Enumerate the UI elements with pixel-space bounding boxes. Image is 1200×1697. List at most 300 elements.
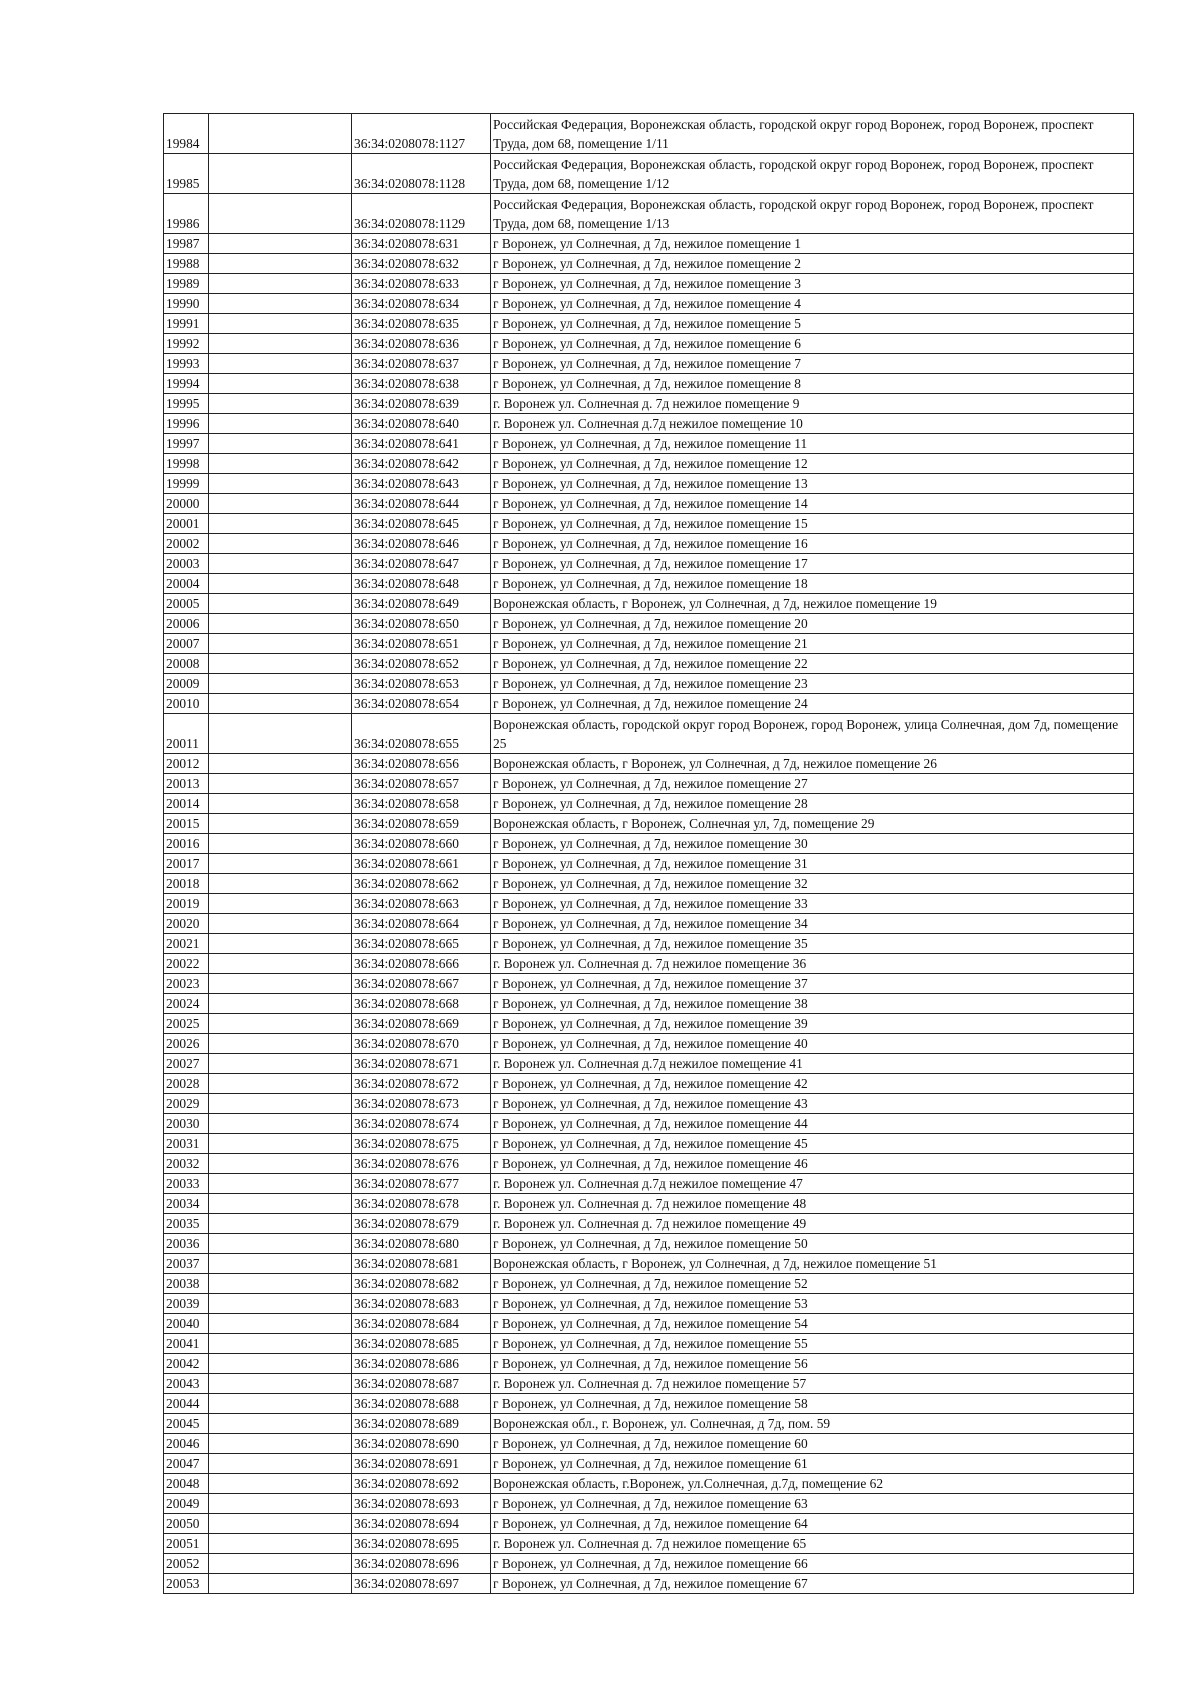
table-row xyxy=(164,474,1134,494)
cadastral-number-cell: 36:34:0208078:685 xyxy=(352,1334,491,1354)
table-row xyxy=(164,254,1134,274)
cadastral-number-cell: 36:34:0208078:695 xyxy=(352,1534,491,1554)
empty-cell xyxy=(209,194,352,234)
table-row xyxy=(164,1054,1134,1074)
cadastral-number-cell: 36:34:0208078:664 xyxy=(352,914,491,934)
row-number-cell: 20006 xyxy=(164,614,209,634)
row-number-cell: 20029 xyxy=(164,1094,209,1114)
address-cell: г Воронеж, ул Солнечная, д 7д, нежилое помещение 7 xyxy=(491,354,1134,374)
row-number-cell: 20045 xyxy=(164,1414,209,1434)
cadastral-number-cell: 36:34:0208078:653 xyxy=(352,674,491,694)
row-number-cell: 20022 xyxy=(164,954,209,974)
table-row xyxy=(164,1014,1134,1034)
address-cell: г Воронеж, ул Солнечная, д 7д, нежилое помещение 44 xyxy=(491,1114,1134,1134)
address-cell: Воронежская область, г Воронеж, ул Солнечная, д 7д, нежилое помещение 19 xyxy=(491,594,1134,614)
empty-cell xyxy=(209,1494,352,1514)
row-number-cell: 20008 xyxy=(164,654,209,674)
row-number-cell: 20040 xyxy=(164,1314,209,1334)
cadastral-number-cell: 36:34:0208078:693 xyxy=(352,1494,491,1514)
row-number-cell: 20002 xyxy=(164,534,209,554)
empty-cell xyxy=(209,714,352,754)
address-cell: г Воронеж, ул Солнечная, д 7д, нежилое помещение 45 xyxy=(491,1134,1134,1154)
cadastral-number-cell: 36:34:0208078:1127 xyxy=(352,114,491,154)
empty-cell xyxy=(209,1534,352,1554)
empty-cell xyxy=(209,554,352,574)
empty-cell xyxy=(209,854,352,874)
table-row xyxy=(164,1094,1134,1114)
empty-cell xyxy=(209,474,352,494)
empty-cell xyxy=(209,1134,352,1154)
row-number-cell: 19990 xyxy=(164,294,209,314)
empty-cell xyxy=(209,1394,352,1414)
cadastral-number-cell: 36:34:0208078:680 xyxy=(352,1234,491,1254)
cadastral-number-cell: 36:34:0208078:645 xyxy=(352,514,491,534)
table-row xyxy=(164,714,1134,754)
cadastral-number-cell: 36:34:0208078:666 xyxy=(352,954,491,974)
empty-cell xyxy=(209,874,352,894)
row-number-cell: 20039 xyxy=(164,1294,209,1314)
cadastral-number-cell: 36:34:0208078:658 xyxy=(352,794,491,814)
empty-cell xyxy=(209,394,352,414)
table-row xyxy=(164,1314,1134,1334)
row-number-cell: 20026 xyxy=(164,1034,209,1054)
address-cell: Воронежская область, городской округ город Воронеж, город Воронеж, улица Солнечная, дом 7д, помещение 25 xyxy=(491,714,1134,754)
empty-cell xyxy=(209,1034,352,1054)
cadastral-number-cell: 36:34:0208078:638 xyxy=(352,374,491,394)
address-cell: г Воронеж, ул Солнечная, д 7д, нежилое помещение 16 xyxy=(491,534,1134,554)
row-number-cell: 19985 xyxy=(164,154,209,194)
row-number-cell: 20049 xyxy=(164,1494,209,1514)
row-number-cell: 20038 xyxy=(164,1274,209,1294)
cadastral-number-cell: 36:34:0208078:670 xyxy=(352,1034,491,1054)
cadastral-number-cell: 36:34:0208078:639 xyxy=(352,394,491,414)
table-row xyxy=(164,1274,1134,1294)
empty-cell xyxy=(209,374,352,394)
address-cell: г Воронеж, ул Солнечная, д 7д, нежилое помещение 31 xyxy=(491,854,1134,874)
cadastral-number-cell: 36:34:0208078:687 xyxy=(352,1374,491,1394)
table-row xyxy=(164,894,1134,914)
table-row xyxy=(164,354,1134,374)
table-row xyxy=(164,1294,1134,1314)
cadastral-number-cell: 36:34:0208078:1129 xyxy=(352,194,491,234)
row-number-cell: 20015 xyxy=(164,814,209,834)
table-row xyxy=(164,1494,1134,1514)
row-number-cell: 20052 xyxy=(164,1554,209,1574)
row-number-cell: 20021 xyxy=(164,934,209,954)
cadastral-number-cell: 36:34:0208078:691 xyxy=(352,1454,491,1474)
address-cell: г Воронеж, ул Солнечная, д 7д, нежилое помещение 32 xyxy=(491,874,1134,894)
table-row xyxy=(164,554,1134,574)
cadastral-number-cell: 36:34:0208078:694 xyxy=(352,1514,491,1534)
empty-cell xyxy=(209,1574,352,1594)
table-row xyxy=(164,594,1134,614)
registry-body xyxy=(164,114,1134,1594)
address-cell: г Воронеж, ул Солнечная, д 7д, нежилое помещение 60 xyxy=(491,1434,1134,1454)
table-row xyxy=(164,1334,1134,1354)
empty-cell xyxy=(209,414,352,434)
cadastral-number-cell: 36:34:0208078:696 xyxy=(352,1554,491,1574)
address-cell: г Воронеж, ул Солнечная, д 7д, нежилое помещение 8 xyxy=(491,374,1134,394)
address-cell: г Воронеж, ул Солнечная, д 7д, нежилое помещение 6 xyxy=(491,334,1134,354)
row-number-cell: 19986 xyxy=(164,194,209,234)
empty-cell xyxy=(209,314,352,334)
cadastral-number-cell: 36:34:0208078:644 xyxy=(352,494,491,514)
empty-cell xyxy=(209,234,352,254)
empty-cell xyxy=(209,674,352,694)
empty-cell xyxy=(209,454,352,474)
address-cell: г Воронеж, ул Солнечная, д 7д, нежилое помещение 14 xyxy=(491,494,1134,514)
table-row xyxy=(164,234,1134,254)
empty-cell xyxy=(209,1074,352,1094)
cadastral-number-cell: 36:34:0208078:633 xyxy=(352,274,491,294)
cadastral-number-cell: 36:34:0208078:643 xyxy=(352,474,491,494)
row-number-cell: 20030 xyxy=(164,1114,209,1134)
empty-cell xyxy=(209,1434,352,1454)
cadastral-number-cell: 36:34:0208078:674 xyxy=(352,1114,491,1134)
address-cell: г Воронеж, ул Солнечная, д 7д, нежилое помещение 28 xyxy=(491,794,1134,814)
address-cell: г Воронеж, ул Солнечная, д 7д, нежилое помещение 66 xyxy=(491,1554,1134,1574)
empty-cell xyxy=(209,1294,352,1314)
table-row xyxy=(164,994,1134,1014)
row-number-cell: 20025 xyxy=(164,1014,209,1034)
cadastral-number-cell: 36:34:0208078:648 xyxy=(352,574,491,594)
row-number-cell: 20035 xyxy=(164,1214,209,1234)
address-cell: г Воронеж, ул Солнечная, д 7д, нежилое помещение 58 xyxy=(491,1394,1134,1414)
table-row xyxy=(164,294,1134,314)
cadastral-number-cell: 36:34:0208078:663 xyxy=(352,894,491,914)
table-row xyxy=(164,434,1134,454)
row-number-cell: 20019 xyxy=(164,894,209,914)
cadastral-number-cell: 36:34:0208078:676 xyxy=(352,1154,491,1174)
address-cell: г Воронеж, ул Солнечная, д 7д, нежилое помещение 54 xyxy=(491,1314,1134,1334)
empty-cell xyxy=(209,1514,352,1534)
address-cell: г Воронеж, ул Солнечная, д 7д, нежилое помещение 43 xyxy=(491,1094,1134,1114)
address-cell: г. Воронеж ул. Солнечная д.7д нежилое помещение 47 xyxy=(491,1174,1134,1194)
table-row xyxy=(164,1454,1134,1474)
row-number-cell: 19996 xyxy=(164,414,209,434)
empty-cell xyxy=(209,1054,352,1074)
table-row xyxy=(164,754,1134,774)
empty-cell xyxy=(209,894,352,914)
empty-cell xyxy=(209,494,352,514)
empty-cell xyxy=(209,1094,352,1114)
address-cell: г Воронеж, ул Солнечная, д 7д, нежилое помещение 21 xyxy=(491,634,1134,654)
address-cell: Российская Федерация, Воронежская область, городской округ город Воронеж, город Воронеж, проспект Труда, дом 68, помещение 1/12 xyxy=(491,154,1134,194)
row-number-cell: 20013 xyxy=(164,774,209,794)
cadastral-number-cell: 36:34:0208078:688 xyxy=(352,1394,491,1414)
table-row xyxy=(164,774,1134,794)
empty-cell xyxy=(209,694,352,714)
row-number-cell: 20018 xyxy=(164,874,209,894)
cadastral-number-cell: 36:34:0208078:665 xyxy=(352,934,491,954)
row-number-cell: 20033 xyxy=(164,1174,209,1194)
table-row xyxy=(164,914,1134,934)
row-number-cell: 20048 xyxy=(164,1474,209,1494)
row-number-cell: 19993 xyxy=(164,354,209,374)
cadastral-number-cell: 36:34:0208078:681 xyxy=(352,1254,491,1274)
row-number-cell: 20053 xyxy=(164,1574,209,1594)
row-number-cell: 19992 xyxy=(164,334,209,354)
cadastral-number-cell: 36:34:0208078:635 xyxy=(352,314,491,334)
cadastral-number-cell: 36:34:0208078:641 xyxy=(352,434,491,454)
row-number-cell: 20001 xyxy=(164,514,209,534)
table-row xyxy=(164,394,1134,414)
address-cell: г Воронеж, ул Солнечная, д 7д, нежилое помещение 33 xyxy=(491,894,1134,914)
cadastral-number-cell: 36:34:0208078:697 xyxy=(352,1574,491,1594)
cadastral-number-cell: 36:34:0208078:642 xyxy=(352,454,491,474)
table-row xyxy=(164,614,1134,634)
table-row xyxy=(164,494,1134,514)
cadastral-number-cell: 36:34:0208078:634 xyxy=(352,294,491,314)
empty-cell xyxy=(209,1374,352,1394)
row-number-cell: 19995 xyxy=(164,394,209,414)
table-row xyxy=(164,374,1134,394)
row-number-cell: 20031 xyxy=(164,1134,209,1154)
cadastral-number-cell: 36:34:0208078:682 xyxy=(352,1274,491,1294)
cadastral-number-cell: 36:34:0208078:640 xyxy=(352,414,491,434)
row-number-cell: 19989 xyxy=(164,274,209,294)
empty-cell xyxy=(209,1114,352,1134)
table-row xyxy=(164,1554,1134,1574)
cadastral-number-cell: 36:34:0208078:667 xyxy=(352,974,491,994)
table-row xyxy=(164,1474,1134,1494)
address-cell: г Воронеж, ул Солнечная, д 7д, нежилое помещение 53 xyxy=(491,1294,1134,1314)
empty-cell xyxy=(209,634,352,654)
cadastral-number-cell: 36:34:0208078:649 xyxy=(352,594,491,614)
cadastral-number-cell: 36:34:0208078:651 xyxy=(352,634,491,654)
address-cell: г Воронеж, ул Солнечная, д 7д, нежилое помещение 2 xyxy=(491,254,1134,274)
empty-cell xyxy=(209,114,352,154)
row-number-cell: 20004 xyxy=(164,574,209,594)
row-number-cell: 20024 xyxy=(164,994,209,1014)
address-cell: г. Воронеж ул. Солнечная д. 7д нежилое помещение 9 xyxy=(491,394,1134,414)
address-cell: г Воронеж, ул Солнечная, д 7д, нежилое помещение 40 xyxy=(491,1034,1134,1054)
cadastral-number-cell: 36:34:0208078:692 xyxy=(352,1474,491,1494)
address-cell: г Воронеж, ул Солнечная, д 7д, нежилое помещение 38 xyxy=(491,994,1134,1014)
cadastral-number-cell: 36:34:0208078:631 xyxy=(352,234,491,254)
empty-cell xyxy=(209,1214,352,1234)
address-cell: г Воронеж, ул Солнечная, д 7д, нежилое помещение 17 xyxy=(491,554,1134,574)
empty-cell xyxy=(209,1014,352,1034)
cadastral-number-cell: 36:34:0208078:675 xyxy=(352,1134,491,1154)
address-cell: г Воронеж, ул Солнечная, д 7д, нежилое помещение 42 xyxy=(491,1074,1134,1094)
row-number-cell: 20041 xyxy=(164,1334,209,1354)
cadastral-number-cell: 36:34:0208078:669 xyxy=(352,1014,491,1034)
table-row xyxy=(164,334,1134,354)
address-cell: г Воронеж, ул Солнечная, д 7д, нежилое помещение 13 xyxy=(491,474,1134,494)
table-row xyxy=(164,114,1134,154)
empty-cell xyxy=(209,1314,352,1334)
cadastral-number-cell: 36:34:0208078:668 xyxy=(352,994,491,1014)
table-row xyxy=(164,1194,1134,1214)
table-row xyxy=(164,1074,1134,1094)
address-cell: Воронежская область, г.Воронеж, ул.Солнечная, д.7д, помещение 62 xyxy=(491,1474,1134,1494)
empty-cell xyxy=(209,954,352,974)
address-cell: г. Воронеж ул. Солнечная д.7д нежилое помещение 10 xyxy=(491,414,1134,434)
empty-cell xyxy=(209,274,352,294)
address-cell: г Воронеж, ул Солнечная, д 7д, нежилое помещение 12 xyxy=(491,454,1134,474)
row-number-cell: 19987 xyxy=(164,234,209,254)
cadastral-number-cell: 36:34:0208078:662 xyxy=(352,874,491,894)
row-number-cell: 20032 xyxy=(164,1154,209,1174)
row-number-cell: 20010 xyxy=(164,694,209,714)
table-row xyxy=(164,654,1134,674)
table-row xyxy=(164,934,1134,954)
address-cell: Российская Федерация, Воронежская область, городской округ город Воронеж, город Воронеж, проспект Труда, дом 68, помещение 1/13 xyxy=(491,194,1134,234)
table-row xyxy=(164,154,1134,194)
empty-cell xyxy=(209,1254,352,1274)
table-row xyxy=(164,314,1134,334)
cadastral-number-cell: 36:34:0208078:684 xyxy=(352,1314,491,1334)
address-cell: г Воронеж, ул Солнечная, д 7д, нежилое помещение 61 xyxy=(491,1454,1134,1474)
table-row xyxy=(164,1574,1134,1594)
address-cell: г Воронеж, ул Солнечная, д 7д, нежилое помещение 52 xyxy=(491,1274,1134,1294)
address-cell: Российская Федерация, Воронежская область, городской округ город Воронеж, город Воронеж, проспект Труда, дом 68, помещение 1/11 xyxy=(491,114,1134,154)
empty-cell xyxy=(209,514,352,534)
cadastral-number-cell: 36:34:0208078:655 xyxy=(352,714,491,754)
address-cell: г Воронеж, ул Солнечная, д 7д, нежилое помещение 1 xyxy=(491,234,1134,254)
cadastral-number-cell: 36:34:0208078:654 xyxy=(352,694,491,714)
cadastral-number-cell: 36:34:0208078:637 xyxy=(352,354,491,374)
cadastral-number-cell: 36:34:0208078:650 xyxy=(352,614,491,634)
address-cell: г Воронеж, ул Солнечная, д 7д, нежилое помещение 27 xyxy=(491,774,1134,794)
table-row xyxy=(164,834,1134,854)
table-row xyxy=(164,1134,1134,1154)
cadastral-number-cell: 36:34:0208078:660 xyxy=(352,834,491,854)
empty-cell xyxy=(209,1474,352,1494)
table-row xyxy=(164,1234,1134,1254)
empty-cell xyxy=(209,1154,352,1174)
empty-cell xyxy=(209,1174,352,1194)
cadastral-number-cell: 36:34:0208078:672 xyxy=(352,1074,491,1094)
cadastral-number-cell: 36:34:0208078:659 xyxy=(352,814,491,834)
empty-cell xyxy=(209,774,352,794)
cadastral-number-cell: 36:34:0208078:677 xyxy=(352,1174,491,1194)
row-number-cell: 20050 xyxy=(164,1514,209,1534)
empty-cell xyxy=(209,574,352,594)
row-number-cell: 20003 xyxy=(164,554,209,574)
empty-cell xyxy=(209,974,352,994)
empty-cell xyxy=(209,1454,352,1474)
table-row xyxy=(164,1434,1134,1454)
empty-cell xyxy=(209,1354,352,1374)
empty-cell xyxy=(209,354,352,374)
table-row xyxy=(164,814,1134,834)
row-number-cell: 20046 xyxy=(164,1434,209,1454)
table-row xyxy=(164,1034,1134,1054)
empty-cell xyxy=(209,754,352,774)
address-cell: г Воронеж, ул Солнечная, д 7д, нежилое помещение 46 xyxy=(491,1154,1134,1174)
table-row xyxy=(164,534,1134,554)
row-number-cell: 20042 xyxy=(164,1354,209,1374)
cadastral-number-cell: 36:34:0208078:632 xyxy=(352,254,491,274)
row-number-cell: 19997 xyxy=(164,434,209,454)
empty-cell xyxy=(209,534,352,554)
table-row xyxy=(164,1354,1134,1374)
address-cell: г Воронеж, ул Солнечная, д 7д, нежилое помещение 63 xyxy=(491,1494,1134,1514)
empty-cell xyxy=(209,1334,352,1354)
table-row xyxy=(164,794,1134,814)
table-row xyxy=(164,1534,1134,1554)
empty-cell xyxy=(209,1414,352,1434)
empty-cell xyxy=(209,1554,352,1574)
row-number-cell: 20005 xyxy=(164,594,209,614)
cadastral-number-cell: 36:34:0208078:689 xyxy=(352,1414,491,1434)
table-row xyxy=(164,1154,1134,1174)
cadastral-number-cell: 36:34:0208078:690 xyxy=(352,1434,491,1454)
row-number-cell: 19991 xyxy=(164,314,209,334)
row-number-cell: 20017 xyxy=(164,854,209,874)
cadastral-number-cell: 36:34:0208078:683 xyxy=(352,1294,491,1314)
empty-cell xyxy=(209,1274,352,1294)
table-row xyxy=(164,634,1134,654)
table-row xyxy=(164,674,1134,694)
cadastral-number-cell: 36:34:0208078:671 xyxy=(352,1054,491,1074)
empty-cell xyxy=(209,794,352,814)
address-cell: г Воронеж, ул Солнечная, д 7д, нежилое помещение 23 xyxy=(491,674,1134,694)
table-row xyxy=(164,274,1134,294)
row-number-cell: 20034 xyxy=(164,1194,209,1214)
empty-cell xyxy=(209,834,352,854)
table-row xyxy=(164,974,1134,994)
table-row xyxy=(164,1414,1134,1434)
empty-cell xyxy=(209,654,352,674)
address-cell: г. Воронеж ул. Солнечная д. 7д нежилое помещение 48 xyxy=(491,1194,1134,1214)
cadastral-number-cell: 36:34:0208078:657 xyxy=(352,774,491,794)
empty-cell xyxy=(209,154,352,194)
table-row xyxy=(164,574,1134,594)
address-cell: г Воронеж, ул Солнечная, д 7д, нежилое помещение 56 xyxy=(491,1354,1134,1374)
address-cell: Воронежская область, г Воронеж, ул Солнечная, д 7д, нежилое помещение 51 xyxy=(491,1254,1134,1274)
row-number-cell: 19988 xyxy=(164,254,209,274)
row-number-cell: 20009 xyxy=(164,674,209,694)
row-number-cell: 20012 xyxy=(164,754,209,774)
row-number-cell: 20047 xyxy=(164,1454,209,1474)
address-cell: Воронежская область, г Воронеж, ул Солнечная, д 7д, нежилое помещение 26 xyxy=(491,754,1134,774)
cadastral-number-cell: 36:34:0208078:656 xyxy=(352,754,491,774)
address-cell: г Воронеж, ул Солнечная, д 7д, нежилое помещение 15 xyxy=(491,514,1134,534)
row-number-cell: 20036 xyxy=(164,1234,209,1254)
empty-cell xyxy=(209,1234,352,1254)
address-cell: Воронежская область, г Воронеж, Солнечная ул, 7д, помещение 29 xyxy=(491,814,1134,834)
table-row xyxy=(164,1214,1134,1234)
empty-cell xyxy=(209,594,352,614)
row-number-cell: 20028 xyxy=(164,1074,209,1094)
empty-cell xyxy=(209,934,352,954)
row-number-cell: 20016 xyxy=(164,834,209,854)
address-cell: г Воронеж, ул Солнечная, д 7д, нежилое помещение 39 xyxy=(491,1014,1134,1034)
table-row xyxy=(164,194,1134,234)
row-number-cell: 20023 xyxy=(164,974,209,994)
table-row xyxy=(164,694,1134,714)
cadastral-number-cell: 36:34:0208078:679 xyxy=(352,1214,491,1234)
row-number-cell: 19994 xyxy=(164,374,209,394)
address-cell: г. Воронеж ул. Солнечная д. 7д нежилое помещение 49 xyxy=(491,1214,1134,1234)
address-cell: г Воронеж, ул Солнечная, д 7д, нежилое помещение 11 xyxy=(491,434,1134,454)
address-cell: г Воронеж, ул Солнечная, д 7д, нежилое помещение 35 xyxy=(491,934,1134,954)
row-number-cell: 20007 xyxy=(164,634,209,654)
empty-cell xyxy=(209,1194,352,1214)
address-cell: г Воронеж, ул Солнечная, д 7д, нежилое помещение 4 xyxy=(491,294,1134,314)
table-row xyxy=(164,954,1134,974)
address-cell: г Воронеж, ул Солнечная, д 7д, нежилое помещение 5 xyxy=(491,314,1134,334)
row-number-cell: 19984 xyxy=(164,114,209,154)
cadastral-number-cell: 36:34:0208078:661 xyxy=(352,854,491,874)
table-row xyxy=(164,1394,1134,1414)
empty-cell xyxy=(209,814,352,834)
registry-table xyxy=(163,113,1134,1594)
row-number-cell: 20011 xyxy=(164,714,209,754)
